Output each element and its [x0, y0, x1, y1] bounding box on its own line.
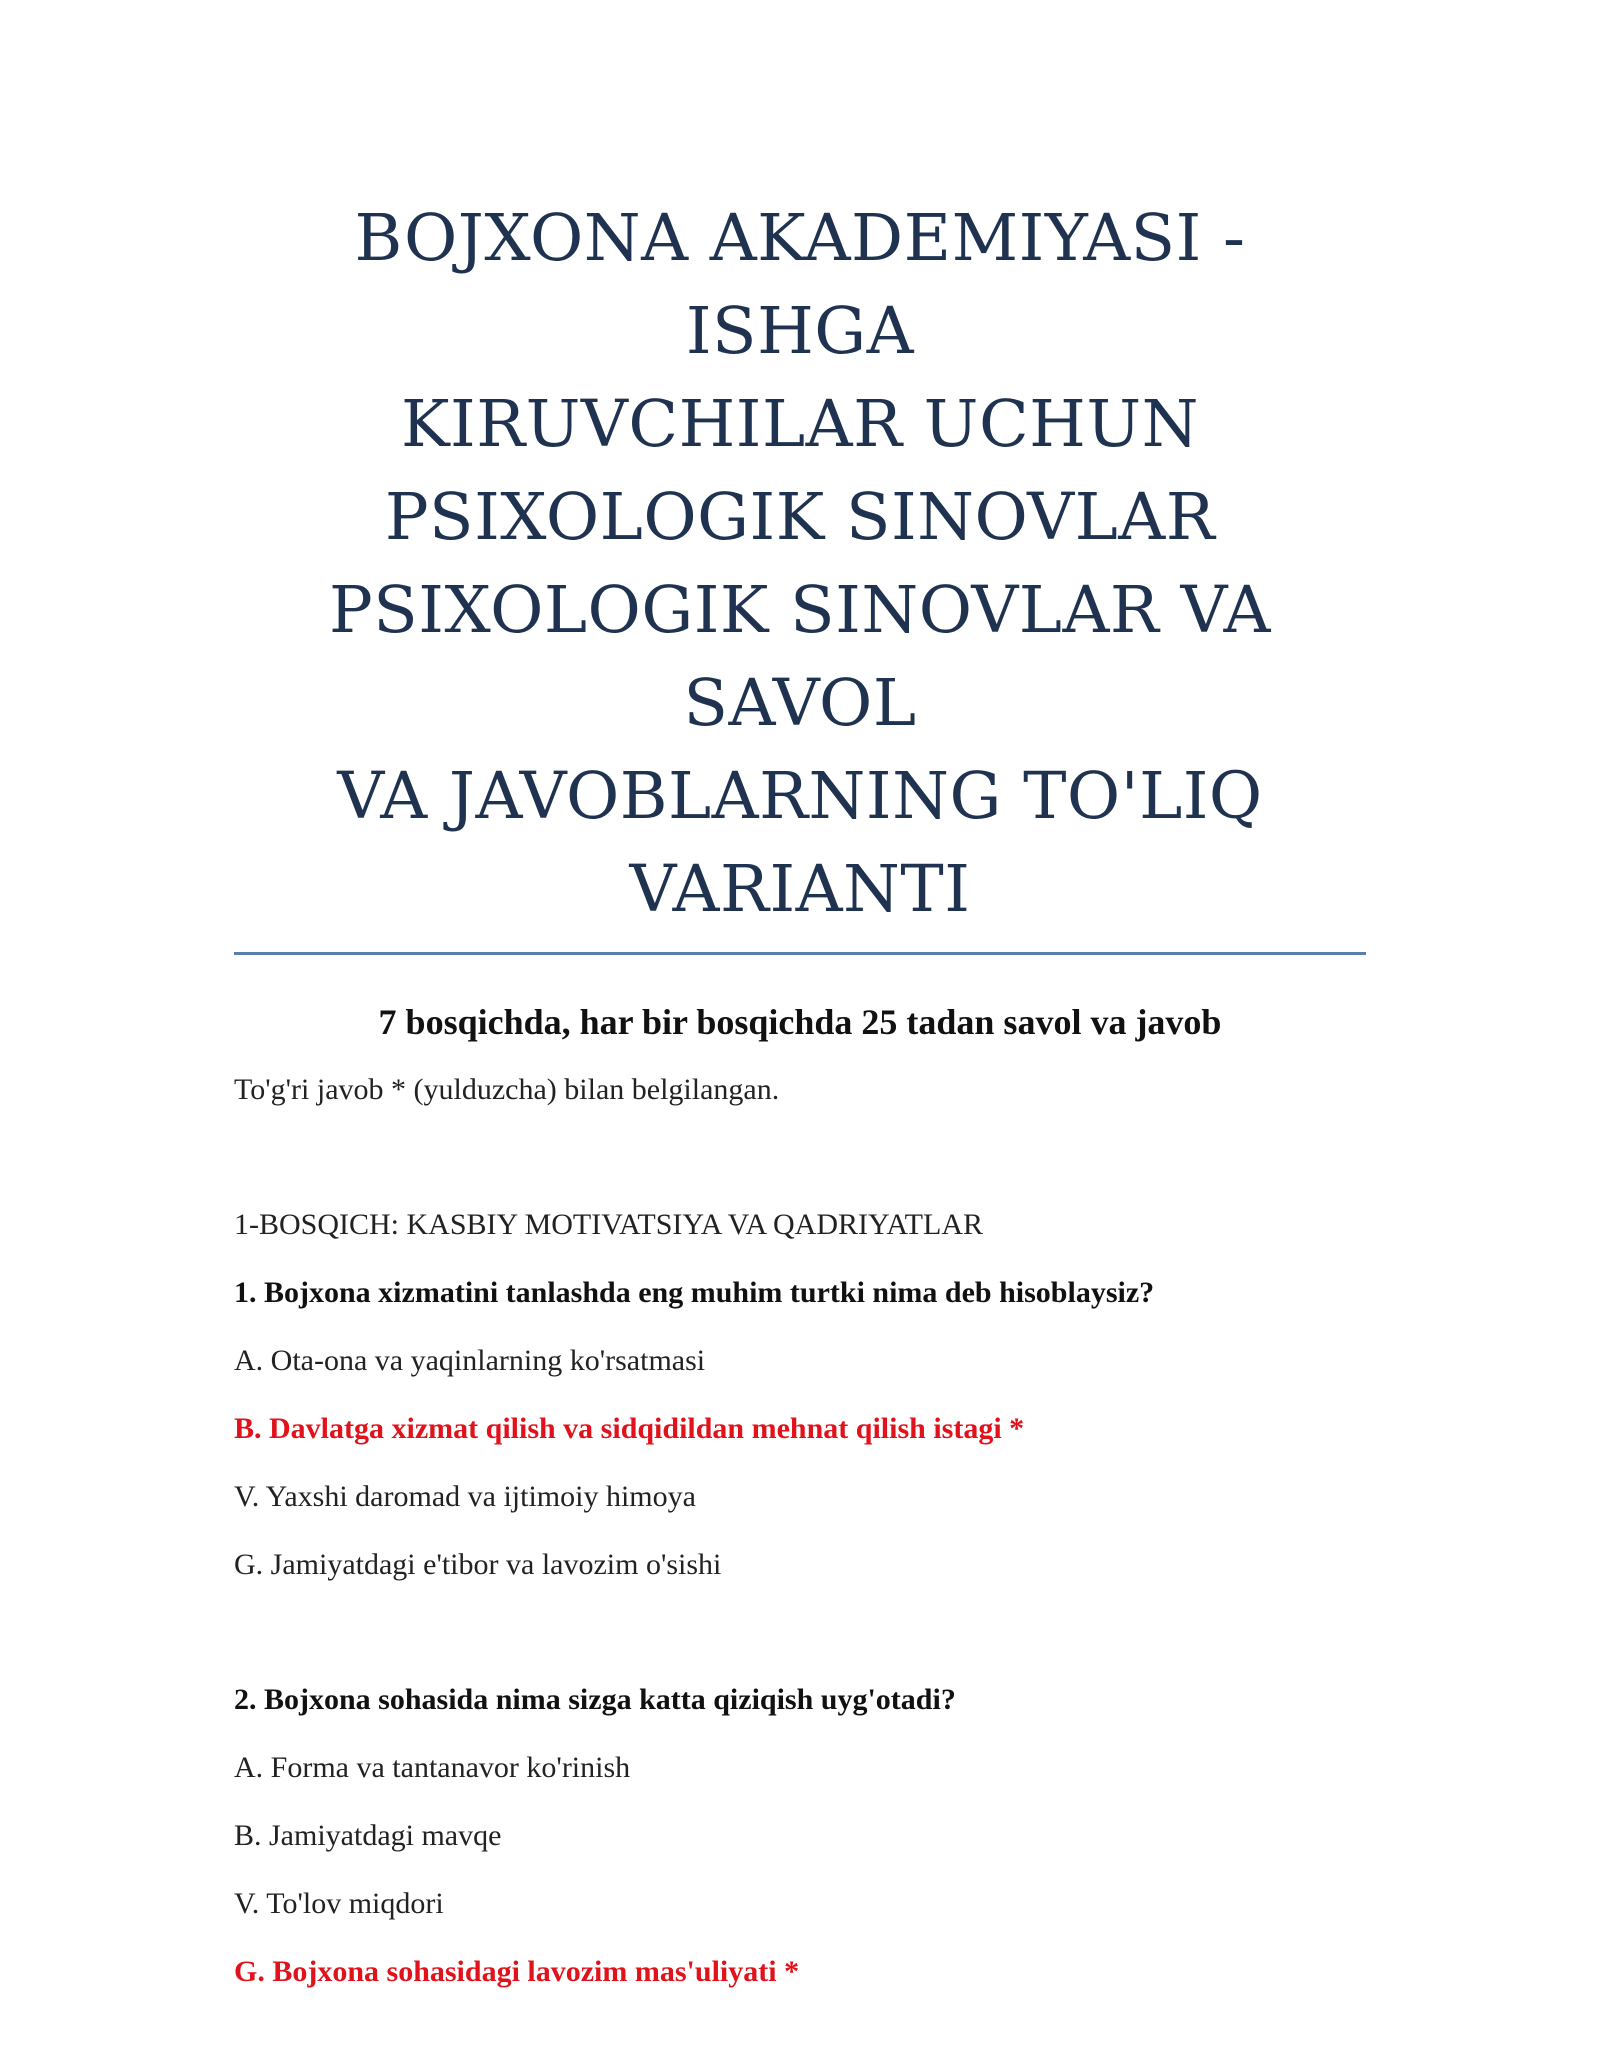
answer-option-b-correct: B. Davlatga xizmat qilish va sidqidildan mehnat qilish istagi *: [234, 1412, 1025, 1445]
question-text: 1. Bojxona xizmatini tanlashda eng muhim turtki nima deb hisoblaysiz?: [234, 1276, 1155, 1309]
title-line: PSIXOLOGIK SINOVLAR VA SAVOL: [329, 573, 1271, 741]
title-line: PSIXOLOGIK SINOVLAR: [384, 480, 1216, 555]
title-line: BOJXONA AKADEMIYASI - ISHGA: [354, 201, 1246, 369]
answer-option-g: G. Jamiyatdagi e'tibor va lavozim o'sishi: [234, 1548, 722, 1581]
answer-option-v: V. Yaxshi daromad va ijtimoiy himoya: [234, 1480, 696, 1513]
answer-option-a: A. Forma va tantanavor ko'rinish: [234, 1751, 631, 1784]
document-subtitle: 7 bosqichda, har bir bosqichda 25 tadan savol va javob: [378, 1002, 1222, 1042]
question-text: 2. Bojxona sohasida nima sizga katta qiziqish uyg'otadi?: [234, 1683, 956, 1716]
answer-option-g-correct: G. Bojxona sohasidagi lavozim mas'uliyati *: [234, 1955, 800, 1988]
answer-option-a: A. Ota-ona va yaqinlarning ko'rsatmasi: [234, 1344, 706, 1377]
title-line: VA JAVOBLARNING TO'LIQ: [337, 759, 1263, 834]
document-page: [234, 0, 1366, 1992]
title-line: VARIANTI: [629, 852, 971, 927]
answer-key-note: To'g'ri javob * (yulduzcha) bilan belgilangan.: [234, 1073, 780, 1106]
section-title: 1-BOSQICH: KASBIY MOTIVATSIYA VA QADRIYATLAR: [234, 1208, 983, 1241]
title-line: KIRUVCHILAR UCHUN: [400, 387, 1200, 462]
question-block-1: [234, 1273, 1366, 1585]
document-title: [234, 0, 1366, 936]
answer-option-v: V. To'lov miqdori: [234, 1887, 444, 1920]
title-divider: [234, 952, 1366, 955]
question-block-2: [234, 1680, 1366, 1992]
answer-option-b: B. Jamiyatdagi mavqe: [234, 1819, 502, 1852]
